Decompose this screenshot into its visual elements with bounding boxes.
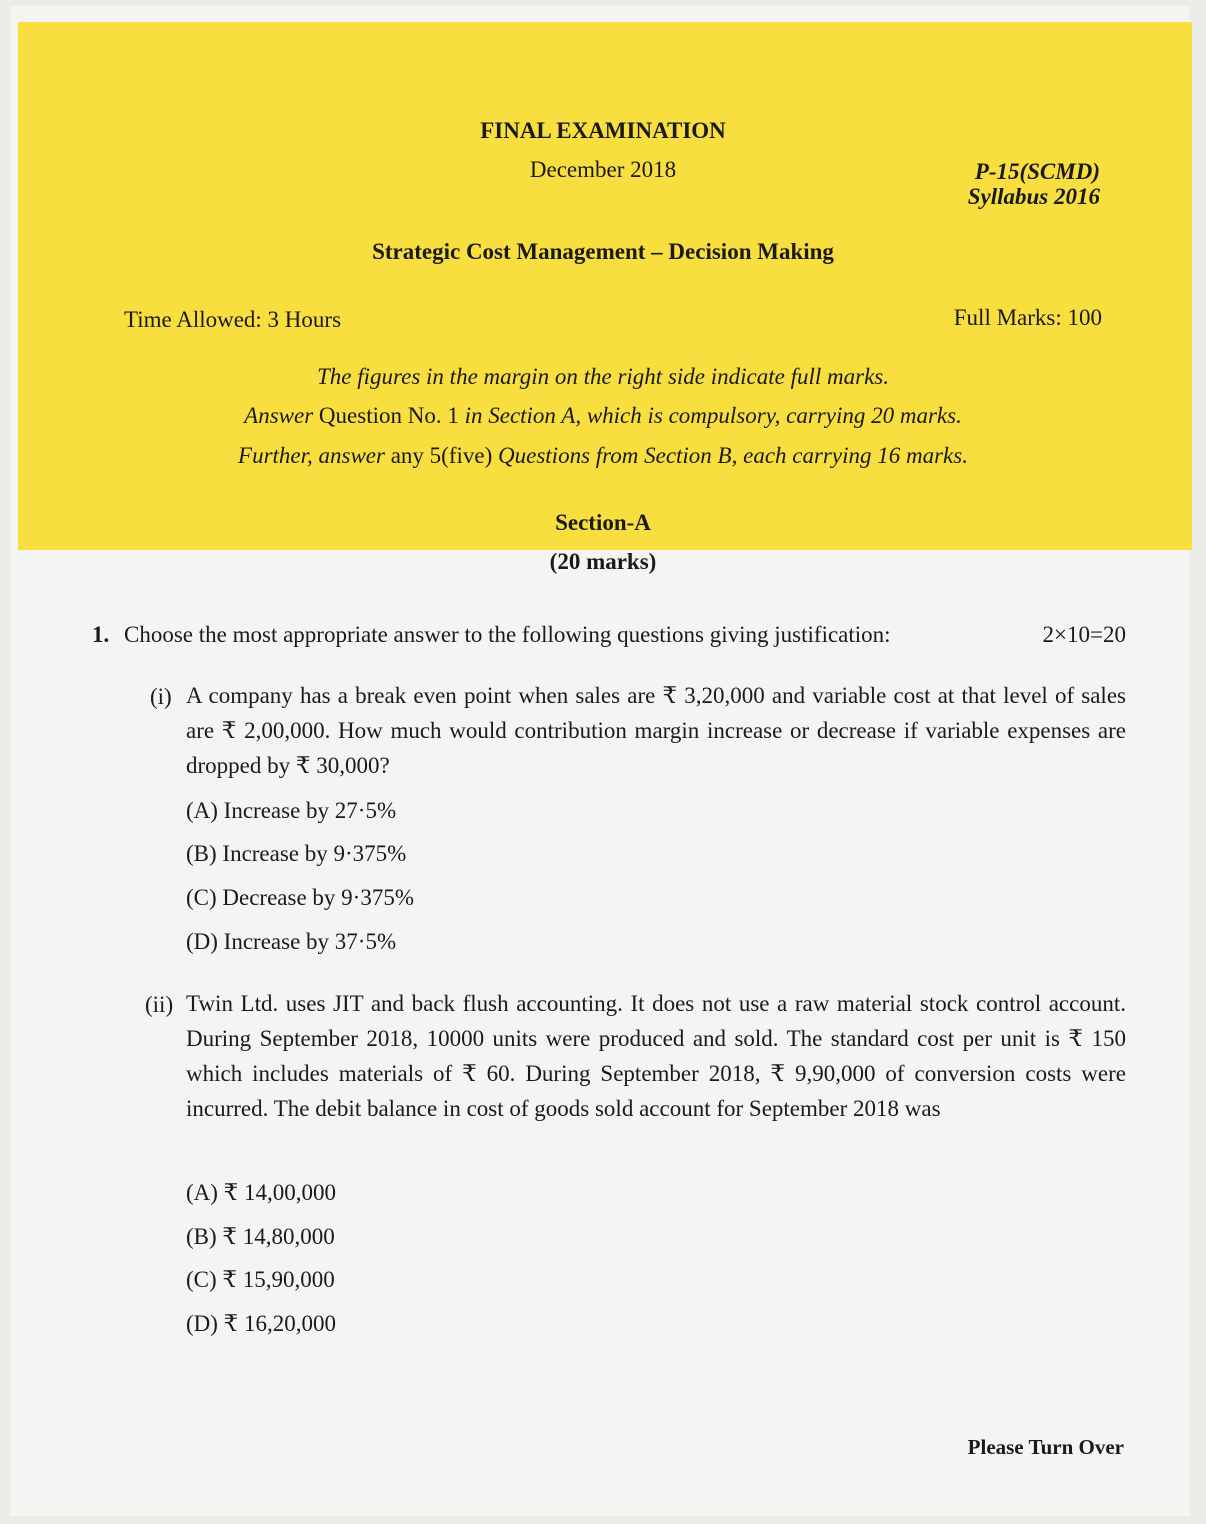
question-marks: 2×10=20 bbox=[1042, 622, 1126, 647]
question-text: Choose the most appropriate answer to the following questions giving justification: bbox=[124, 622, 891, 647]
option-ii-c: (C) ₹ 15,90,000 bbox=[186, 1267, 335, 1292]
subquestion-i-text: A company has a break even point when sales are ₹ 3,20,000 and variable cost at that level of sales are ₹ 2,00,000. How much would contribution margin increase or decrease if variable expenses are dropped by ₹ 30,000? bbox=[186, 683, 1126, 778]
subquestion-ii-text: Twin Ltd. uses JIT and back flush accounting. It does not use a raw material stock control account. During September 2018, 10000 units were produced and sold. The standard cost per unit is ₹ 150 which includes materials of ₹ 60. During September 2018, ₹ 9,90,000 of conversion costs were incurred. The debit balance in cost of goods sold account for September 2018 was bbox=[186, 991, 1126, 1121]
subquestion-ii-label: (ii) bbox=[145, 992, 174, 1017]
subject-title: Strategic Cost Management – Decision Making bbox=[372, 239, 834, 264]
option-ii-a: (A) ₹ 14,00,000 bbox=[186, 1180, 337, 1205]
option-i-b: (B) Increase by 9·375% bbox=[186, 841, 407, 866]
option-i-a: (A) Increase by 27·5% bbox=[186, 798, 397, 823]
full-marks: Full Marks: 100 bbox=[953, 305, 1102, 330]
time-allowed: Time Allowed: 3 Hours bbox=[124, 307, 342, 332]
paper-code: P-15(SCMD) bbox=[974, 159, 1100, 184]
question-number: 1. bbox=[92, 622, 110, 647]
option-ii-b: (B) ₹ 14,80,000 bbox=[186, 1224, 335, 1249]
section-title: Section-A bbox=[555, 510, 651, 535]
option-i-d: (D) Increase by 37·5% bbox=[186, 929, 397, 954]
exam-title: FINAL EXAMINATION bbox=[480, 118, 726, 143]
subquestion-i-label: (i) bbox=[150, 684, 172, 709]
option-ii-d: (D) ₹ 16,20,000 bbox=[186, 1311, 337, 1336]
exam-session: December 2018 bbox=[529, 157, 677, 182]
instruction-line-2: Answer Question No. 1 in Section A, which is compulsory, carrying 20 marks. bbox=[244, 403, 962, 428]
syllabus: Syllabus 2016 bbox=[967, 184, 1100, 209]
option-i-c: (C) Decrease by 9·375% bbox=[186, 885, 414, 910]
instruction-line-3: Further, answer any 5(five) Questions from Section B, each carrying 16 marks. bbox=[238, 443, 968, 468]
section-marks: (20 marks) bbox=[549, 549, 657, 574]
please-turn-over: Please Turn Over bbox=[967, 1435, 1124, 1459]
instruction-line-1: The figures in the margin on the right side indicate full marks. bbox=[317, 364, 889, 389]
